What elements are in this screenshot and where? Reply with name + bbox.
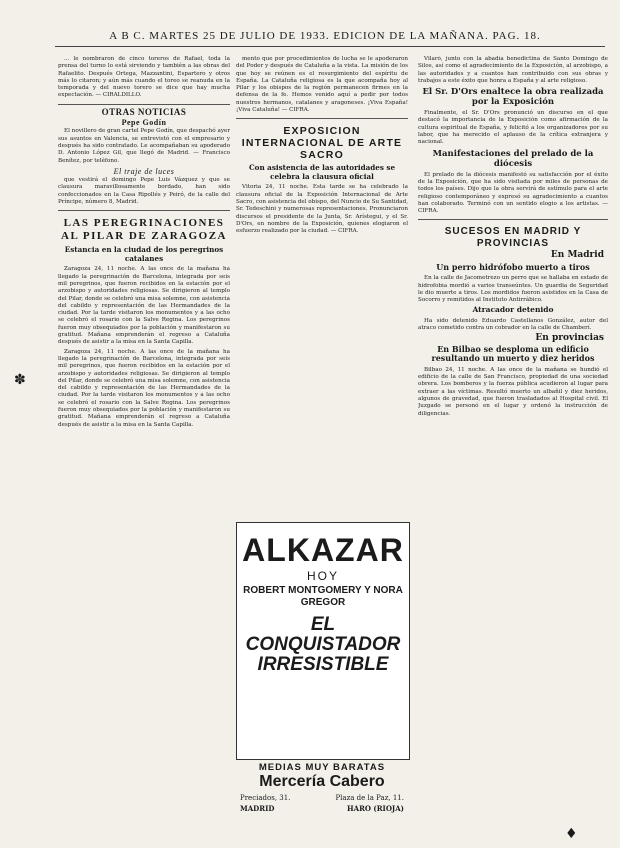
- cabero-advertisement: [236, 762, 408, 832]
- ad-addresses: [240, 794, 404, 802]
- dors-text: Finalmente, el Sr. D'Ors pronunció un discurso en el que destacó la importancia de la Exposición como afirmación de la cultura espiritual de España, y felicitó a los organizadores por su labor, que ha merecido el aplauso de la crítica extranjera y nacional.: [418, 110, 608, 146]
- col3-intro: Vilaró, junto con la abadía benedictina de Santo Domingo de Silos, así como el agradecimiento de la Exposición, al arzobispo, a las autoridades y a cuantos han contribuido con sus obras y trabajos a este éxito que honra a España y al arte religioso.: [418, 56, 608, 84]
- page-header: A B C. MARTES 25 DE JULIO DE 1933. EDICION DE LA MAÑANA. PAG. 18.: [109, 30, 541, 42]
- ad-film-title: EL CONQUISTADOR IRRESISTIBLE: [245, 614, 401, 675]
- ad-hoy: HOY: [306, 569, 339, 583]
- ad-cinema-title: ALKAZAR: [242, 532, 404, 568]
- margin-ornament-icon: ✽: [14, 372, 26, 388]
- header-rule: [55, 46, 605, 47]
- prelado-text: El prelado de la diócesis manifestó su satisfacción por el éxito de la Exposición, que ha sido visitada por miles de personas de todos los países. Dijo que la obra servirá de estímulo para el arte religioso contemporáneo y expresó su agradecimiento a cuantos han colaborado. Terminó con un sentido elogio a los artistas. — CIFRA.: [418, 171, 608, 215]
- ad-address-2: Plaza de la Paz, 11.: [335, 794, 404, 802]
- atracador-heading: Atracador detenido: [472, 305, 554, 315]
- otras-noticias-heading: OTRAS NOTICIAS: [101, 106, 187, 117]
- ad-stockings: MEDIAS MUY BARATAS: [258, 762, 386, 773]
- column-2: [236, 56, 408, 516]
- divider: [58, 210, 230, 211]
- ad-cities: [240, 804, 404, 813]
- dors-heading: El Sr. D'Ors enaltece la obra realizada por la Exposición: [422, 87, 604, 108]
- exposicion-subheading: Con asistencia de las autoridades se celebra la clausura oficial: [248, 163, 396, 181]
- alkazar-advertisement: [236, 522, 410, 760]
- peregrinaciones-heading: LAS PEREGRINACIONES AL PILAR DE ZARAGOZA: [61, 217, 227, 243]
- footer-ornament-icon: ♦: [565, 826, 578, 842]
- perro-text: En la calle de Jacometrezo un perro que se hallaba en estado de hidrofobia mordió a varios transeúntes. Un guardia de Seguridad le dio muerte a tiros. Los mordidos fueron asistidos en la Casa de Socorro y remitidos al Instituto Antirrábico.: [418, 275, 608, 304]
- peregrinaciones-subheading: Estancia en la ciudad de los peregrinos catalanes: [64, 245, 224, 263]
- traje-text: que vestirá el domingo Pepe Luis Vázquez y que se clausura maravillosamente bordado, han sido confeccionados en la Casa Ripollés y Peiró, de la calle del Príncipe, número 8, Madrid.: [58, 177, 230, 206]
- perro-heading: Un perro hidrófobo muerto a tiros: [436, 261, 590, 272]
- ad-city-1: MADRID: [240, 804, 275, 813]
- column-3: [418, 56, 608, 836]
- column-1: [58, 56, 230, 836]
- peregrinaciones-text: Zaragoza 24, 11 noche. A las once de la mañana ha llegado la peregrinación de Barcelona, integrada por seis mil peregrinos, que fueron recibidos en la estación por el arzobispo y autoridades religiosas. Se dirigieron al templo del Pilar, donde se celebró una misa solemne, con asistencia del cabildo y representación de las Hermandades de la ciudad. Por la tarde visitaron los monumentos y a las ocho se celebró el rosario con la Salve Regina. Los peregrinos fueron muy obsequiados por la población y manifestaron su gratitud. Mañana emprenderán el regreso a Cataluña después de asistir a la misa en la Santa Capilla.: [58, 266, 230, 346]
- col1-intro: ... le nombraron de cinco toreros de Rafael, toda la prensa del turno lo está sirviendo y también a las obras del Rafaelito. Después Ortega, Mazzantini, Espartero y otros más lo citaron; y aún más cuando el toreo se reanuda en la temporada y del nuevo torero se dice que hay mucha expectación. — CIRALDILLO.: [58, 56, 230, 99]
- bilbao-text: Bilbao 24, 11 noche. A las once de la mañana se hundió el edificio de la calle de San Francisco, propiedad de una sociedad obrera. Los bomberos y la fuerza pública acudieron al lugar para extraer a las víctimas. Resultó muerto un albañil y diez heridos, algunos de gravedad, que fueron trasladados al Hospital civil. El Juzgado se personó en el lugar y ordenó la instrucción de diligencias.: [418, 366, 608, 417]
- divider: [58, 104, 230, 105]
- godin-text: El novillero de gran cartel Pepe Godín, que despachó ayer sus asuntos en Valencia, se entrevistó con el empresario y después ha sido contratado. Le acompañaban su apoderado D. Antonio López Gil, que llegó de Madrid. — Francisco Benítez, por teléfono.: [58, 128, 230, 164]
- ad-address-1: Preciados, 31.: [240, 794, 291, 802]
- madrid-heading: En Madrid: [550, 250, 604, 261]
- ad-shop-name: Mercería Cabero: [259, 773, 385, 790]
- godin-heading: Pepe Godín: [121, 118, 167, 128]
- sucesos-heading: SUCESOS EN MADRID Y PROVINCIAS: [444, 226, 582, 250]
- col2-intro: mento que por procedimientos de lucha se le apoderaron del Poder y después de Cataluña a la vista. La misión de los que hoy se reúnen es el resurgimiento del espíritu de España. La Cataluña religiosa es la que acompaña hoy al Pilar y los obispos de la región permanecen firmes en la defensa de la fe. Hemos venido aquí a pedir por todos nuestros hermanos, catalanes y aragoneses. ¡Viva España! ¡Viva Cataluña! — CIFRA.: [236, 56, 408, 114]
- provincias-heading: En provincias: [535, 332, 604, 343]
- divider: [236, 118, 408, 119]
- divider: [418, 219, 608, 220]
- ad-city-2: HARO (RIOJA): [347, 804, 404, 813]
- exposicion-text: Vitoria 24, 11 noche. Esta tarde se ha celebrado la clausura oficial de la Exposición Internacional de Arte Sacro, con asistencia del obispo, del Nuncio de Su Santidad, Sr. Tedeschini y numerosas representaciones. Pronunciaron discursos el presidente de la Junta, Sr. Arístegui, y el Sr. D'Ors, en nombre de la Exposición, quienes elogiaron el esfuerzo realizado por la ciudad. — CIFRA.: [236, 184, 408, 235]
- traje-heading: El traje de luces: [113, 166, 175, 176]
- bilbao-heading: En Bilbao se desploma un edificio resultando un muerto y diez heridos: [431, 343, 595, 364]
- prelado-heading: Manifestaciones del prelado de la diócesis: [432, 148, 594, 169]
- ad-actors: ROBERT MONTGOMERY Y NORA GREGOR: [243, 585, 403, 608]
- atracador-text: Ha sido detenido Eduardo Castellanos González, autor del atraco cometido contra un cobrador en la calle de Chamberí.: [418, 317, 608, 332]
- peregrinaciones-text-2: Zaragoza 24, 11 noche. A las once de la mañana ha llegado la peregrinación de Barcelona, integrada por seis mil peregrinos, que fueron recibidos en la estación por el arzobispo y autoridades religiosas. Se dirigieron al templo del Pilar, donde se celebró una misa solemne, con asistencia del cabildo y representación de las Hermandades de la ciudad. Por la tarde visitaron los monumentos y a las ocho se celebró el rosario con la Salve Regina. Los peregrinos fueron muy obsequiados por la población y manifestaron su gratitud. Mañana emprenderán el regreso a Cataluña después de asistir a la misa en la Santa Capilla.: [58, 348, 230, 428]
- exposicion-heading: EXPOSICION INTERNACIONAL DE ARTE SACRO: [241, 125, 403, 162]
